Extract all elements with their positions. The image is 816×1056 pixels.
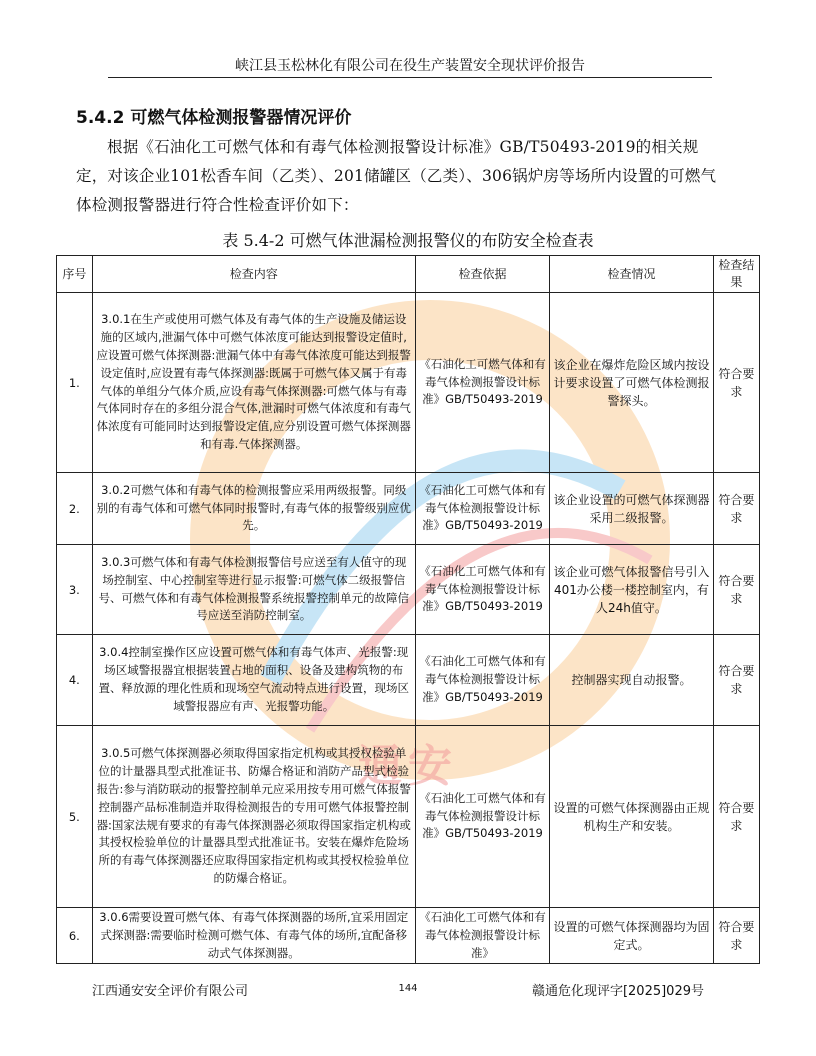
row-content: 3.0.4控制室操作区应设置可燃气体和有毒气体声、光报警:现场区域警报器宜根据装置占地的面积、设备及建构筑物的布置、释放源的理化性质和现场空气流动特点进行设置，现场区域警报器应有声、光报警功能。 <box>92 635 415 726</box>
inspection-table <box>56 255 760 964</box>
row-status: 设置的可燃气体探测器均为固定式。 <box>550 908 714 964</box>
page-number: 144 <box>398 983 418 994</box>
header-basis: 检查依据 <box>415 256 549 293</box>
intro-paragraph: 根据《石油化工可燃气体和有毒气体检测报警设计标准》GB/T50493-2019的相关规定，对该企业101松香车间（乙类）、201储罐区（乙类）、306锅炉房等场所内设置的可燃气体检测报警器进行符合性检查评价如下： <box>76 138 717 214</box>
row-result: 符合要求 <box>713 726 759 908</box>
row-content: 3.0.2可燃气体和有毒气体的检测报警应采用两级报警。同级别的有毒气体和可燃气体同时报警时,有毒气体的报警级别应优先。 <box>92 473 415 545</box>
table-row <box>57 908 760 964</box>
row-result: 符合要求 <box>713 545 759 635</box>
footer-company: 江西通安安全评价有限公司 <box>92 984 249 999</box>
row-result: 符合要求 <box>713 908 759 964</box>
row-no: 1. <box>57 293 93 473</box>
table-header-row <box>57 256 760 293</box>
row-no: 4. <box>57 635 93 726</box>
table-row <box>57 293 760 473</box>
row-basis: 《石油化工可燃气体和有毒气体检测报警设计标准》 <box>415 908 549 964</box>
row-content: 3.0.1在生产或使用可燃气体及有毒气体的生产设施及储运设施的区域内,泄漏气体中可燃气体浓度可能达到报警设定值时,应设置可燃气体探测器:泄漏气体中有毒气体浓度可能达到报警设定值时,应设置有毒气体探测器:既属于可燃气体又属于有毒气体的单组分气体介质,应设有毒气体探测器:可燃气体与有毒气体同时存在的多组分混合气体,泄漏时可燃气体浓度和有毒气体浓度有可能同时达到报警设定值,应分别设置可燃气体探测器和有毒.气体探测器。 <box>92 293 415 473</box>
footer-report-code: 赣通危化现评字[2025]029号 <box>531 984 704 999</box>
table-caption: 表 5.4-2 可燃气体泄漏检测报警仪的布防安全检查表 <box>222 231 594 250</box>
section-title: 5.4.2 可燃气体检测报警器情况评价 <box>76 108 352 128</box>
row-no: 5. <box>57 726 93 908</box>
row-content: 3.0.6需要设置可燃气体、有毒气体探测器的场所,宜采用固定式探测器:需要临时检测可燃气体、有毒气体的场所,宜配备移动式气体探测器。 <box>92 908 415 964</box>
table-row <box>57 473 760 545</box>
row-status: 控制器实现自动报警。 <box>550 635 714 726</box>
header-status: 检查情况 <box>550 256 714 293</box>
row-status: 设置的可燃气体探测器由正规机构生产和安装。 <box>550 726 714 908</box>
row-result: 符合要求 <box>713 293 759 473</box>
row-no: 3. <box>57 545 93 635</box>
table-row <box>57 545 760 635</box>
row-result: 符合要求 <box>713 635 759 726</box>
row-no: 2. <box>57 473 93 545</box>
header-content: 检查内容 <box>92 256 415 293</box>
row-status: 该企业在爆炸危险区域内按设计要求设置了可燃气体检测报警探头。 <box>550 293 714 473</box>
row-status: 该企业可燃气体报警信号引入401办公楼一楼控制室内，有人24h值守。 <box>550 545 714 635</box>
watermark-text: 通安 <box>358 741 458 792</box>
row-basis: 《石油化工可燃气体和有毒气体检测报警设计标准》GB/T50493-2019 <box>415 726 549 908</box>
row-basis: 《石油化工可燃气体和有毒气体检测报警设计标准》GB/T50493-2019 <box>415 473 549 545</box>
table-row <box>57 726 760 908</box>
header-no: 序号 <box>57 256 93 293</box>
header-rule <box>108 77 712 78</box>
header-result: 检查结果 <box>713 256 759 293</box>
row-basis: 《石油化工可燃气体和有毒气体检测报警设计标准》GB/T50493-2019 <box>415 293 549 473</box>
row-result: 符合要求 <box>713 473 759 545</box>
row-status: 该企业设置的可燃气体探测器采用二级报警。 <box>550 473 714 545</box>
row-basis: 《石油化工可燃气体和有毒气体检测报警设计标准》GB/T50493-2019 <box>415 545 549 635</box>
row-content: 3.0.3可燃气体和有毒气体检测报警信号应送至有人值守的现场控制室、中心控制室等进行显示报警:可燃气体二级报警信号、可燃气体和有毒气体检测报警系统报警控制单元的故障信号应送至消防控制室。 <box>92 545 415 635</box>
row-basis: 《石油化工可燃气体和有毒气体检测报警设计标准》GB/T50493-2019 <box>415 635 549 726</box>
row-content: 3.0.5可燃气体探测器必须取得国家指定机构或其授权检验单位的计量器具型式批准证书、防爆合格证和消防产品型式检验报告:参与消防联动的报警控制单元应采用按专用可燃气体报警控制器产品标准制造并取得检测报告的专用可燃气体报警控制器:国家法规有要求的有毒气体探测器必须取得国家指定机构或其授权检验单位的计量器具型式批准证书。安装在爆炸危险场所的有毒气体探测器还应取得国家指定机构或其授权检验单位的防爆合格证。 <box>92 726 415 908</box>
table-row <box>57 635 760 726</box>
row-no: 6. <box>57 908 93 964</box>
report-header: 峡江县玉松林化有限公司在役生产装置安全现状评价报告 <box>235 58 585 74</box>
